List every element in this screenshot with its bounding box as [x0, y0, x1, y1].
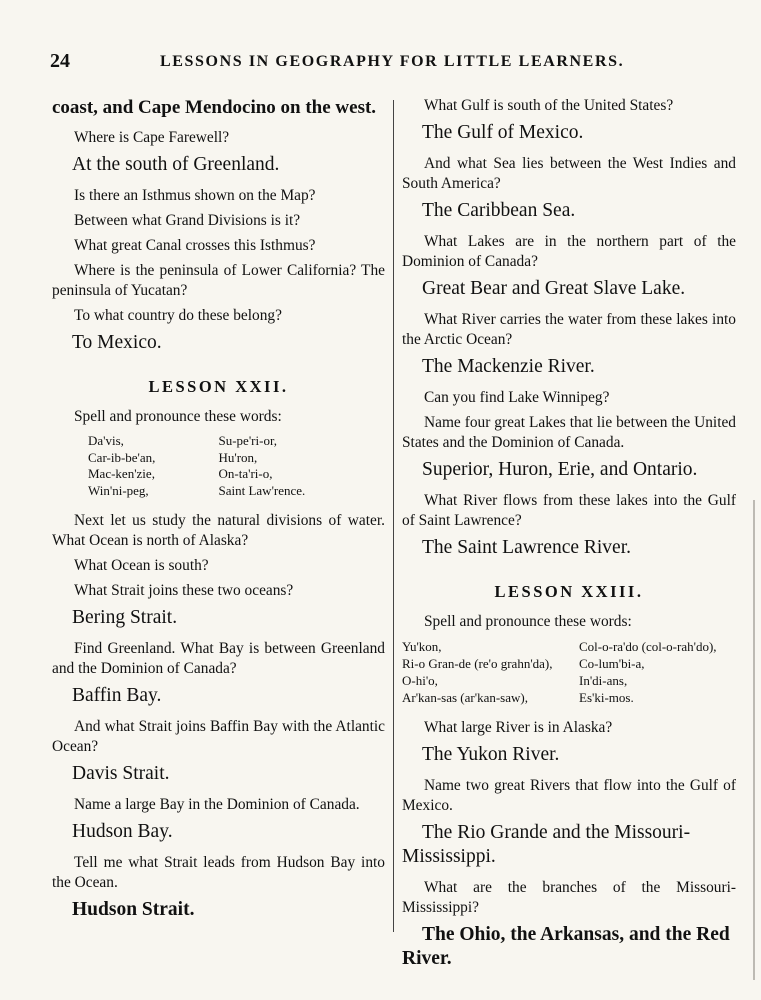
- question: What River flows from these lakes into the Gulf of Saint Lawrence?: [402, 492, 736, 529]
- question: And what Strait joins Baffin Bay with the Atlantic Ocean?: [52, 718, 385, 755]
- running-title: LESSONS IN GEOGRAPHY FOR LITTLE LEARNERS.: [160, 53, 625, 70]
- column-divider: [393, 100, 394, 932]
- word: Car-ib-be'an,: [88, 449, 156, 465]
- word: Win'ni-peg,: [88, 482, 149, 498]
- question: Next let us study the natural divisions of water. What Ocean is north of Alaska?: [52, 512, 385, 549]
- question: Can you find Lake Winnipeg?: [424, 389, 610, 406]
- word: Da'vis,: [88, 433, 124, 448]
- word-list: [52, 433, 385, 499]
- question: To what country do these belong?: [74, 307, 282, 324]
- answer: Davis Strait.: [72, 763, 170, 784]
- word: Ar'kan-sas (ar'kan-saw),: [402, 690, 528, 705]
- question: What River carries the water from these lakes into the Arctic Ocean?: [402, 311, 736, 348]
- right-column: [402, 96, 736, 980]
- answer: The Saint Lawrence River.: [422, 537, 632, 558]
- question: And what Sea lies between the West Indies and South America?: [402, 155, 736, 192]
- answer: The Caribbean Sea.: [422, 200, 576, 221]
- word-list: [402, 638, 736, 706]
- word: Su-pe'ri-or,: [218, 433, 277, 448]
- question: Where is Cape Farewell?: [74, 129, 230, 146]
- word: Col-o-ra'do (col-o-rah'do),: [579, 639, 717, 654]
- left-column: [52, 96, 385, 931]
- question: What large River is in Alaska?: [424, 719, 613, 736]
- question: What Strait joins these two oceans?: [74, 582, 294, 599]
- question: Between what Grand Divisions is it?: [74, 212, 301, 229]
- question: What are the branches of the Missouri-Mississippi?: [402, 879, 736, 916]
- page-edge-shadow: [753, 500, 755, 980]
- word: Saint Law'rence.: [218, 482, 306, 498]
- question: What Lakes are in the northern part of the Dominion of Canada?: [402, 233, 736, 270]
- question: Name a large Bay in the Dominion of Canada.: [74, 796, 360, 813]
- question: What great Canal crosses this Isthmus?: [74, 237, 316, 254]
- word: Es'ki-mos.: [579, 690, 634, 705]
- question: Tell me what Strait leads from Hudson Bay into the Ocean.: [52, 854, 385, 891]
- word: In'di-ans,: [579, 673, 628, 688]
- question: What Ocean is south?: [74, 557, 209, 574]
- spell-instruction: Spell and pronounce these words:: [74, 408, 282, 425]
- question: Find Greenland. What Bay is between Greenland and the Dominion of Canada?: [52, 640, 385, 677]
- answer: Baffin Bay.: [72, 685, 162, 706]
- lesson-heading: LESSON XXIII.: [494, 582, 644, 601]
- question: Where is the peninsula of Lower California? The peninsula of Yucatan?: [52, 262, 385, 299]
- answer: Hudson Bay.: [72, 821, 173, 842]
- answer: Bering Strait.: [72, 607, 178, 628]
- answer: Superior, Huron, Erie, and Ontario.: [422, 459, 698, 480]
- word: Ri-o Gran-de (re'o grahn'da),: [402, 656, 553, 671]
- continued-text: coast, and Cape Mendocino on the west.: [52, 97, 377, 118]
- answer: The Gulf of Mexico.: [422, 122, 584, 143]
- answer: The Ohio, the Arkansas, and the Red River.: [402, 924, 730, 969]
- question: Name four great Lakes that lie between the United States and the Dominion of Canada.: [402, 414, 736, 451]
- spell-instruction: Spell and pronounce these words:: [424, 613, 632, 630]
- word: Co-lum'bi-a,: [579, 656, 645, 671]
- answer: The Yukon River.: [422, 744, 560, 765]
- question: Name two great Rivers that flow into the Gulf of Mexico.: [402, 777, 736, 814]
- page-number: 24: [50, 50, 70, 72]
- answer: To Mexico.: [72, 332, 162, 353]
- word: On-ta'ri-o,: [218, 466, 273, 481]
- page-header: [50, 50, 740, 78]
- answer: The Rio Grande and the Missouri-Mississippi.: [402, 822, 691, 867]
- word: Hu'ron,: [218, 449, 258, 465]
- question: What Gulf is south of the United States?: [424, 97, 674, 114]
- word: Yu'kon,: [402, 639, 442, 654]
- answer: At the south of Greenland.: [72, 154, 280, 175]
- answer: The Mackenzie River.: [422, 356, 595, 377]
- word: Mac-ken'zie,: [88, 466, 155, 481]
- answer: Hudson Strait.: [72, 899, 195, 920]
- question: Is there an Isthmus shown on the Map?: [74, 187, 316, 204]
- word: O-hi'o,: [402, 673, 438, 688]
- lesson-heading: LESSON XXII.: [148, 377, 289, 396]
- answer: Great Bear and Great Slave Lake.: [422, 278, 686, 299]
